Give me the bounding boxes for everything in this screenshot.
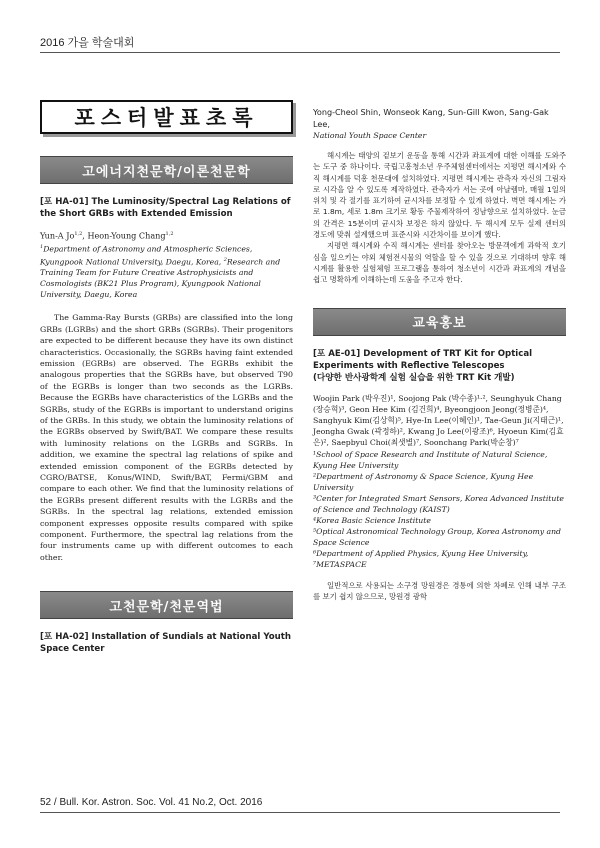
- section-header-education: [313, 308, 566, 336]
- section-header-high-energy: [40, 156, 293, 184]
- affiliation: ⁵Optical Astronomical Technology Group, Korea Astronomy and Space Science: [313, 526, 561, 547]
- running-footer: 52 / Bull. Kor. Astron. Soc. Vol. 41 No.2, Oct. 2016: [40, 797, 263, 808]
- paper-title: [포 HA-01] The Luminosity/Spectral Lag Relations of the Short GRBs with Extended Emission: [40, 197, 291, 219]
- affiliation: ⁴Korea Basic Science Institute: [313, 515, 431, 525]
- paper-affiliation: National Youth Space Center: [313, 131, 427, 140]
- affiliation: ³Center for Integrated Smart Sensors, Korea Advanced Institute of Science and Technology (KAIST): [313, 493, 564, 514]
- paper-affiliations: $^1$Department of Astronomy and Atmospheric Sciences, Kyungpook National University, Daegu, Korea, $^2$Research and Training Team for Future Creative Astrophysicists and Cosmologists (BK21 Plus Program), Kyungpook National University, Daegu, Korea: [40, 244, 281, 300]
- left-column: [40, 100, 293, 655]
- section-title: 교육홍보: [412, 316, 467, 332]
- affiliation: ⁶Department of Applied Physics, Kyung Hee University,: [313, 548, 529, 558]
- affiliation: ²Department of Astronomy & Space Science, Kyung Hee University: [313, 471, 534, 492]
- footer-rule: [40, 812, 560, 813]
- poster-abstracts-banner: [40, 100, 293, 134]
- paper-affiliations: [313, 449, 566, 570]
- paper-title: [포 HA-02] Installation of Sundials at National Youth Space Center: [40, 632, 291, 655]
- poster-abstracts-title: 포스터발표초록: [74, 106, 259, 130]
- affiliation: ⁷METASPACE: [313, 559, 367, 569]
- paper-abstract-p1: 해시계는 태양의 겉보기 운동을 통해 시간과 좌표계에 대한 이해를 도와주는 도구 중 하나이다. 국립고흥청소년 우주체험센터에서는 지평면 해시계와 수직 해시계를 덕흥 천문대에 설치하였다. 지평면 해시계는 관측자 자신의 그림자로 시각을 알 수 있도록 제작하였다. 관측자가 서는 곳에 아날렘마, 매월 1일의 위치 및 각 절기를 표기하여 균시차를 보정할 수 있게 하였다. 벽면 해시계는 가로 1.8m, 세로 1.8m 크기로 황동 주물제작하여 정남향으로 설치하였다. 눈금의 간격은 15분이며 균시차 보정은 하지 않았다. 두 해시계 모두 실제 센터의 경도에 맞춰 설계했으며 표준시와 시간차이를 보이게 했다.: [313, 151, 566, 240]
- paper-authors: Woojin Park (박우진)¹, Soojong Pak (박수종)¹·², Seunghyuk Chang (장승혁)³, Geon Hee Kim (김건희)⁴, Byeongjoon Jeong(정병준)⁴, Sanghyuk Kim(김상혁)⁵, Hye-In Lee(이혜인)¹, Tae-Geun Ji(지태근)¹, Jeongha Gwak (곽정하)², Kwang Jo Lee(이광조)⁶, Hyoeun Kim(김효은)², Saepbyul Choi(최샛별)⁷, Soonchang Park(박순창)⁷: [313, 393, 564, 448]
- section-header-ancient-astronomy: [40, 591, 293, 619]
- section-title: 고천문학/천문역법: [109, 599, 224, 615]
- header-rule: [40, 52, 560, 53]
- running-header: 2016 가을 학술대회: [40, 37, 135, 49]
- paper-authors: Yong-Cheol Shin, Wonseok Kang, Sun-Gill Kwon, Sang-Gak Lee,: [313, 107, 549, 129]
- paper-title-korean: (다양한 반사광학계 실험 실습을 위한 TRT Kit 개발): [313, 372, 515, 383]
- affiliation: ¹School of Space Research and Institute of Natural Science, Kyung Hee University: [313, 449, 548, 470]
- paper-abstract-p2: 지평면 해시계와 수직 해시계는 센터를 찾아오는 방문객에게 과학적 호기심을 일으키는 야외 체험전시물의 역할을 할 수 있을 것으로 기대하며 향후 해시계를 활용한 실험체험 프로그램을 통하여 청소년이 시간과 좌표계의 개념을 쉽고 명확하게 이해하는데 도움을 주고자 한다.: [313, 241, 566, 285]
- right-column: [313, 93, 566, 602]
- paper-abstract-p1: 일반적으로 사용되는 소구경 망원경은 경통에 의한 차폐로 인해 내부 구조를 보기 쉽지 않으므로, 망원경 광학: [313, 580, 566, 601]
- paper-title: [포 AE-01] Development of TRT Kit for Optical Experiments with Reflective Telescopes: [313, 348, 533, 371]
- section-title: 고에너지천문학/이론천문학: [82, 164, 251, 180]
- paper-abstract: The Gamma-Ray Bursts (GRBs) are classified into the long GRBs (LGRBs) and the short GRBs (SGRBs). Their progenitors are expected to be different because they have its own distinct characteristics. Occasionally, the SGRBs having faint extended emission (EGRBs) are observed. The EGRBs exhibit the analogous properties that the SGRBs have, but observed T90 of the EGRBs is longer than two seconds as the LGRBs. Because the EGRBs have characteristics of the LGRBs and the SGRBs, study of the EGRBs is important to understand origins of the GRBs. In this study, we obtain the luminosity relations of the EGRBs observed by Swift/BAT. We compare these results with luminosity relations on the LGRBs and SGRBs. In addition, we examine the spectral lag relations of spike and extended emission component of the EGRBs detected by CGRO/BATSE, Konus/WIND, Swift/BAT, Fermi/GBM and compare to each other. We find that the luminosity relations of the EGRBs present different results with the LGRBs and the SGRBs. In the spectral lag relations, extended emission component expresses opposite results compared with spike component. Furthermore, the spectral lag relations from the four instruments came up with different outcomes to each other.: [40, 313, 293, 562]
- paper-authors: Yun-A Jo$^{1,2}$, Heon-Young Chang$^{1,2}$: [40, 230, 174, 241]
